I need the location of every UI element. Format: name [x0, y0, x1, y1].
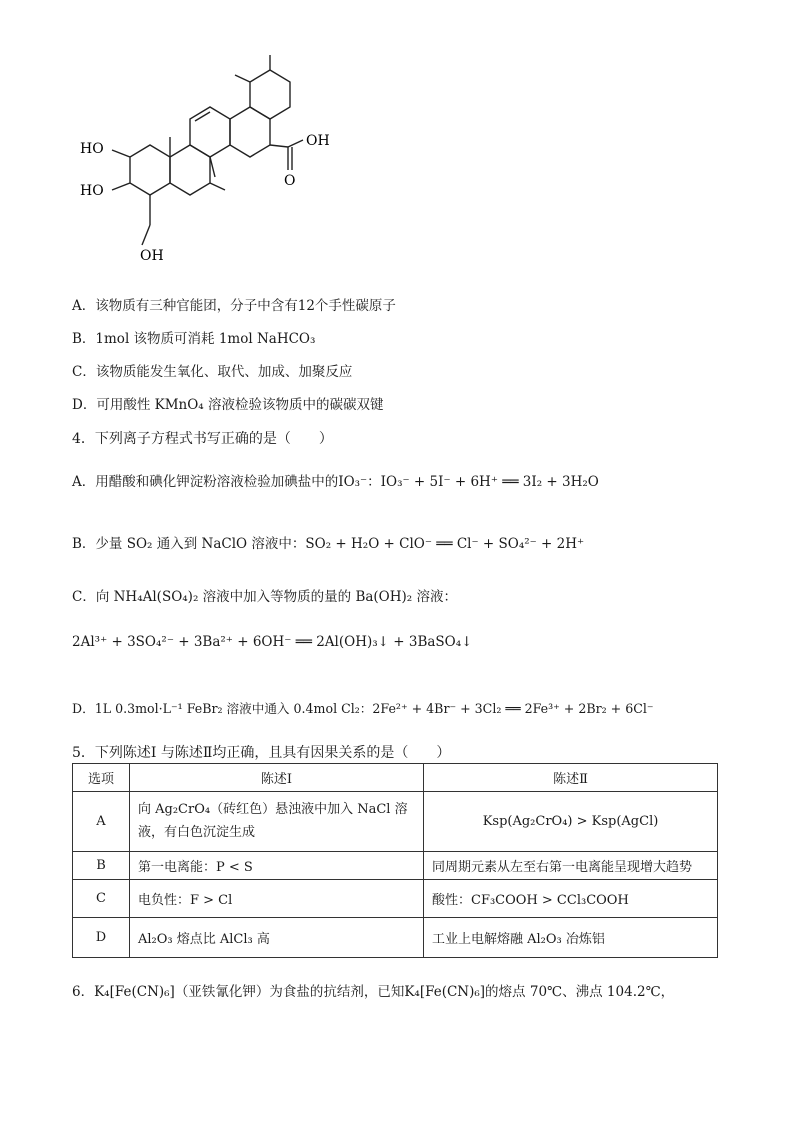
- row-b-option: B: [73, 852, 130, 880]
- q4-option-c: C．向 NH₄Al(SO₄)₂ 溶液中加入等物质的量的 Ba(OH)₂ 溶液：: [72, 589, 457, 605]
- row-a-option: A: [73, 792, 130, 852]
- row-d-option: D: [73, 918, 130, 958]
- q4-option-a: A．用醋酸和碘化钾淀粉溶液检验加碘盐中的IO₃⁻：IO₃⁻ + 5I⁻ + 6H⁺ ══ 3I₂ + 3H₂O: [72, 474, 599, 490]
- row-a-statement-1: 向 Ag₂CrO₄（砖红色）悬浊液中加入 NaCl 溶液，有白色沉淀生成: [130, 792, 424, 852]
- q6-stem: 6．K₄[Fe(CN)₆]（亚铁氰化钾）为食盐的抗结剂，已知K₄[Fe(CN)₆]的熔点 70℃、沸点 104.2℃，: [72, 984, 675, 1000]
- q3-option-a: A．该物质有三种官能团，分子中含有12个手性碳原子: [72, 298, 396, 314]
- table-row: [73, 918, 718, 958]
- row-b-statement-2: 同周期元素从左至右第一电离能呈现增大趋势: [424, 852, 718, 880]
- header-option: 选项: [73, 764, 130, 792]
- oh-label-top: OH: [306, 133, 330, 149]
- ho-label-1: HO: [80, 141, 104, 157]
- table-header-row: [73, 764, 718, 792]
- row-c-statement-1: 电负性：F > Cl: [130, 880, 424, 918]
- q4-stem: 4．下列离子方程式书写正确的是（ ）: [72, 431, 333, 447]
- row-c-option: C: [73, 880, 130, 918]
- row-c-statement-2: 酸性：CF₃COOH > CCl₃COOH: [424, 880, 718, 918]
- q4-option-b: B．少量 SO₂ 通入到 NaClO 溶液中：SO₂ + H₂O + ClO⁻ ══ Cl⁻ + SO₄²⁻ + 2H⁺: [72, 536, 585, 552]
- carbonyl-o-label: O: [284, 173, 296, 189]
- header-statement-1: 陈述Ⅰ: [130, 764, 424, 792]
- ho-label-2: HO: [80, 183, 104, 199]
- molecule-structure: [70, 55, 350, 285]
- header-statement-2: 陈述Ⅱ: [424, 764, 718, 792]
- table-row: [73, 852, 718, 880]
- q3-option-d: D．可用酸性 KMnO₄ 溶液检验该物质中的碳碳双键: [72, 397, 384, 413]
- row-d-statement-2: 工业上电解熔融 Al₂O₃ 冶炼铝: [424, 918, 718, 958]
- q3-option-b: B．1mol 该物质可消耗 1mol NaHCO₃: [72, 331, 316, 347]
- q4-option-d: D．1L 0.3mol·L⁻¹ FeBr₂ 溶液中通入 0.4mol Cl₂：2Fe²⁺ + 4Br⁻ + 3Cl₂ ══ 2Fe³⁺ + 2Br₂ + 6Cl⁻: [72, 701, 654, 716]
- q5-table: [72, 763, 718, 958]
- q3-option-c: C．该物质能发生氧化、取代、加成、加聚反应: [72, 364, 353, 380]
- row-d-statement-1: Al₂O₃ 熔点比 AlCl₃ 高: [130, 918, 424, 958]
- row-b-statement-1: 第一电离能：P < S: [130, 852, 424, 880]
- q4-option-c-equation: 2Al³⁺ + 3SO₄²⁻ + 3Ba²⁺ + 6OH⁻ ══ 2Al(OH)₃↓ + 3BaSO₄↓: [72, 634, 473, 650]
- oh-label-bottom: OH: [140, 248, 164, 264]
- table-row: [73, 880, 718, 918]
- q5-stem: 5．下列陈述Ⅰ 与陈述Ⅱ均正确，且具有因果关系的是（ ）: [72, 745, 451, 761]
- table-row: [73, 792, 718, 852]
- row-a-statement-2: Ksp(Ag₂CrO₄) > Ksp(AgCl): [424, 792, 718, 852]
